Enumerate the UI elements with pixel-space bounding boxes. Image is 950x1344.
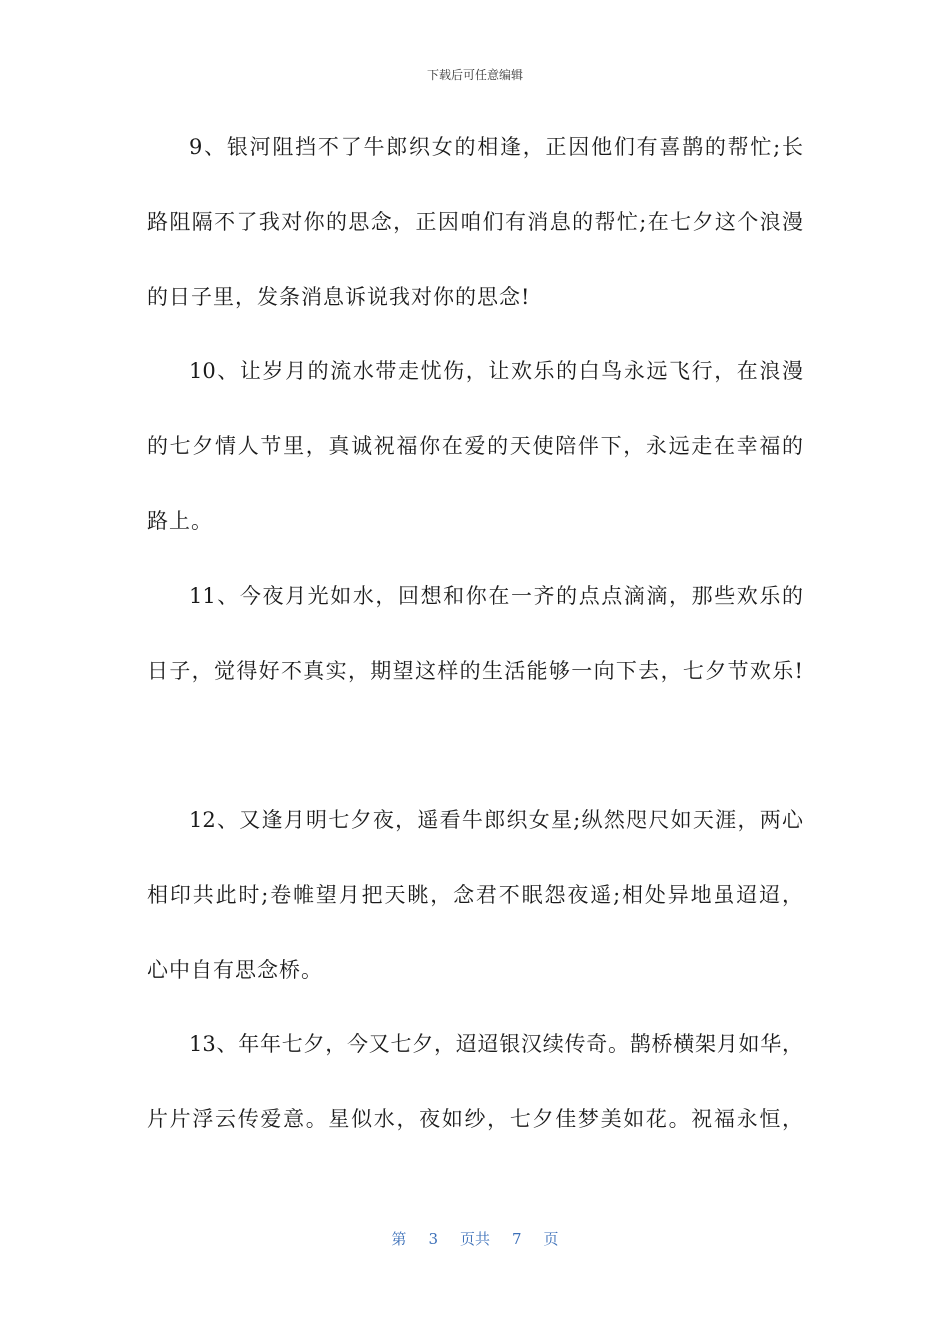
paragraph-10-line-1: 10、让岁月的流水带走忧伤，让欢乐的白鸟永远飞行，在浪漫 bbox=[189, 359, 803, 383]
paragraph-9-line-3: 的日子里，发条消息诉说我对你的思念! bbox=[147, 285, 531, 309]
paragraph-10-line-2: 的七夕情人节里，真诚祝福你在爱的天使陪伴下，永远走在幸福的 bbox=[147, 434, 803, 458]
paragraph-11-line-1: 11、今夜月光如水，回想和你在一齐的点点滴滴，那些欢乐的 bbox=[189, 584, 803, 608]
paragraph-11-line-2: 日子，觉得好不真实，期望这样的生活能够一向下去，七夕节欢乐! bbox=[147, 659, 803, 683]
paragraph-9-line-2: 路阻隔不了我对你的思念，正因咱们有消息的帮忙;在七夕这个浪漫 bbox=[147, 210, 803, 234]
footer-current-page: 3 bbox=[428, 1230, 438, 1248]
paragraph-12-line-1: 12、又逢月明七夕夜，遥看牛郎织女星;纵然咫尺如天涯，两心 bbox=[189, 808, 803, 832]
footer-page-suffix: 页 bbox=[543, 1230, 559, 1248]
paragraph-13-line-2: 片片浮云传爱意。星似水，夜如纱，七夕佳梦美如花。祝福永恒， bbox=[147, 1107, 803, 1131]
page-header-note: 下载后可任意编辑 bbox=[426, 68, 523, 82]
paragraph-9-line-1: 9、银河阻挡不了牛郎织女的相逢，正因他们有喜鹊的帮忙;长 bbox=[189, 135, 803, 159]
footer-page-prefix: 第 bbox=[391, 1230, 407, 1248]
footer-page-mid: 页共 bbox=[459, 1230, 490, 1248]
paragraph-12-line-3: 心中自有思念桥。 bbox=[147, 958, 323, 982]
page-number-footer bbox=[0, 1228, 950, 1249]
footer-total-pages: 7 bbox=[512, 1230, 522, 1248]
paragraph-13-line-1: 13、年年七夕，今又七夕，迢迢银汉续传奇。鹊桥横架月如华， bbox=[189, 1032, 803, 1056]
paragraph-10-line-3: 路上。 bbox=[147, 509, 213, 533]
paragraph-12-line-2: 相印共此时;卷帷望月把天眺，念君不眠怨夜遥;相处异地虽迢迢， bbox=[147, 883, 803, 907]
